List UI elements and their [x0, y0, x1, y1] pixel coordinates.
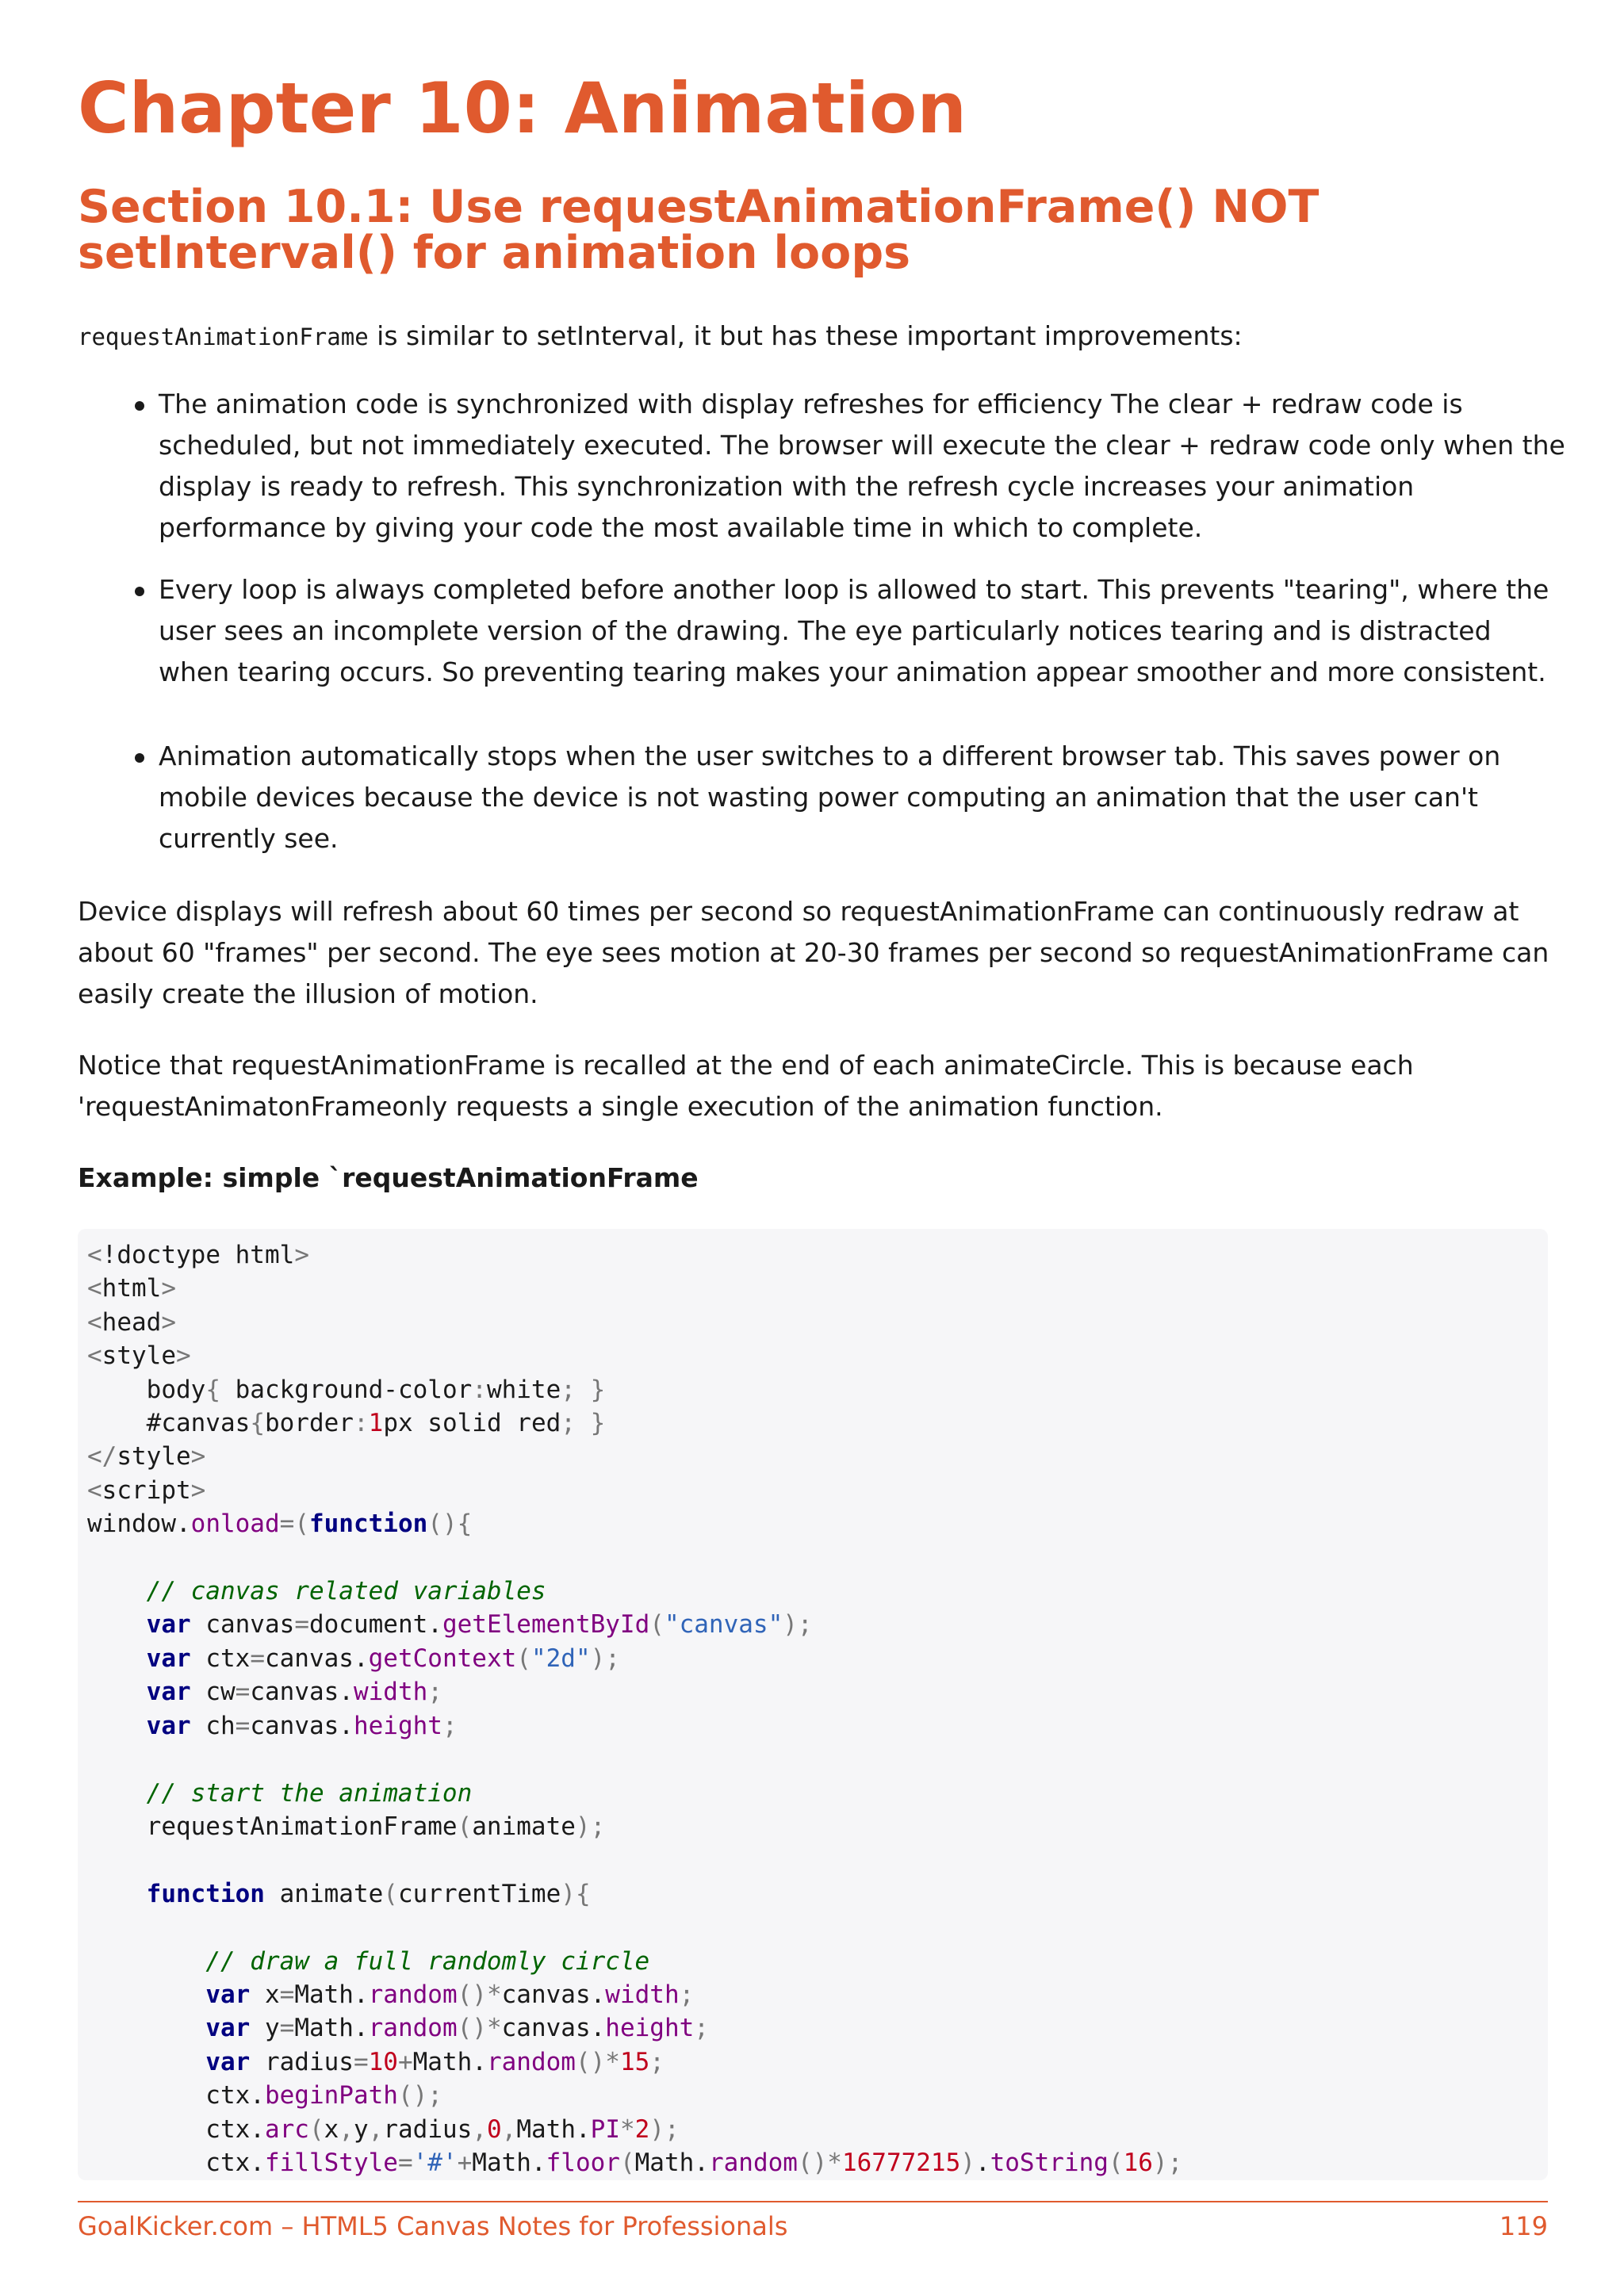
list-item: [78, 384, 1568, 549]
list-item-text: The animation code is synchronized with display refreshes for efficiency The clear + redraw code is scheduled, but not immediately executed. The browser will execute the clear + redraw code only when the display is ready to refresh. This synchronization with the refresh cycle increases your animation performance by giving your code the most available time in which to complete.: [159, 388, 1565, 543]
list-item-text: Every loop is always completed before another loop is allowed to start. This prevents "tearing", where the user sees an incomplete version of the drawing. The eye particularly notices tearing and is distracted when tearing occurs. So preventing tearing makes your animation appear smoother and more consistent.: [159, 574, 1549, 687]
code-listing: <!doctype html> <html> <head> <style> body{ background-color:white; } #canvas{border:1px solid red; } </style> <script> window.onload=(function(){ // canvas related variables var canvas=document.getElementById("canvas"); var ctx=canvas.getContext("2d"); var cw=canvas.width; var ch=canvas.height; // start the animation requestAnimationFrame(animate); function animate(currentTime){ // draw a full randomly circle var x=Math.random()*canvas.width; var y=Math.random()*canvas.height; var radius=10+Math.random()*15; ctx.beginPath(); ctx.arc(x,y,radius,0,Math.PI*2); ctx.fillStyle='#'+Math.floor(Math.random()*16777215).toString(16);: [87, 1241, 1183, 2177]
page-number: 119: [1499, 2211, 1548, 2241]
chapter-title: Chapter 10: Animation: [78, 67, 967, 149]
section-title: Section 10.1: Use requestAnimationFrame() NOT setInterval() for animation loops: [78, 181, 1320, 279]
intro-paragraph: [78, 316, 1568, 358]
footer-source: GoalKicker.com – HTML5 Canvas Notes for Professionals: [78, 2211, 788, 2241]
intro-code-term: requestAnimationFrame: [78, 323, 369, 350]
bullet-dot-icon: [135, 587, 144, 596]
bullet-dot-icon: [135, 753, 144, 763]
intro-text: is similar to setInterval, it but has these important improvements:: [368, 320, 1243, 351]
footer-divider: [78, 2201, 1548, 2202]
body-paragraph: Device displays will refresh about 60 times per second so requestAnimationFrame can continuously redraw at about 60 "frames" per second. The eye sees motion at 20-30 frames per second so requestAnimationFrame can easily create the illusion of motion.: [78, 896, 1549, 1009]
list-item: [78, 569, 1568, 693]
example-heading: Example: simple `requestAnimationFrame: [78, 1162, 699, 1193]
bullet-dot-icon: [135, 401, 144, 411]
code-block: [78, 1229, 1548, 2180]
body-paragraph: Notice that requestAnimationFrame is recalled at the end of each animateCircle. This is because each 'requestAnimatonFrameonly requests a single execution of the animation function.: [78, 1050, 1414, 1122]
list-item-text: Animation automatically stops when the user switches to a different browser tab. This saves power on mobile devices because the device is not wasting power computing an animation that the user can't currently see.: [159, 740, 1501, 854]
list-item: [78, 736, 1568, 859]
